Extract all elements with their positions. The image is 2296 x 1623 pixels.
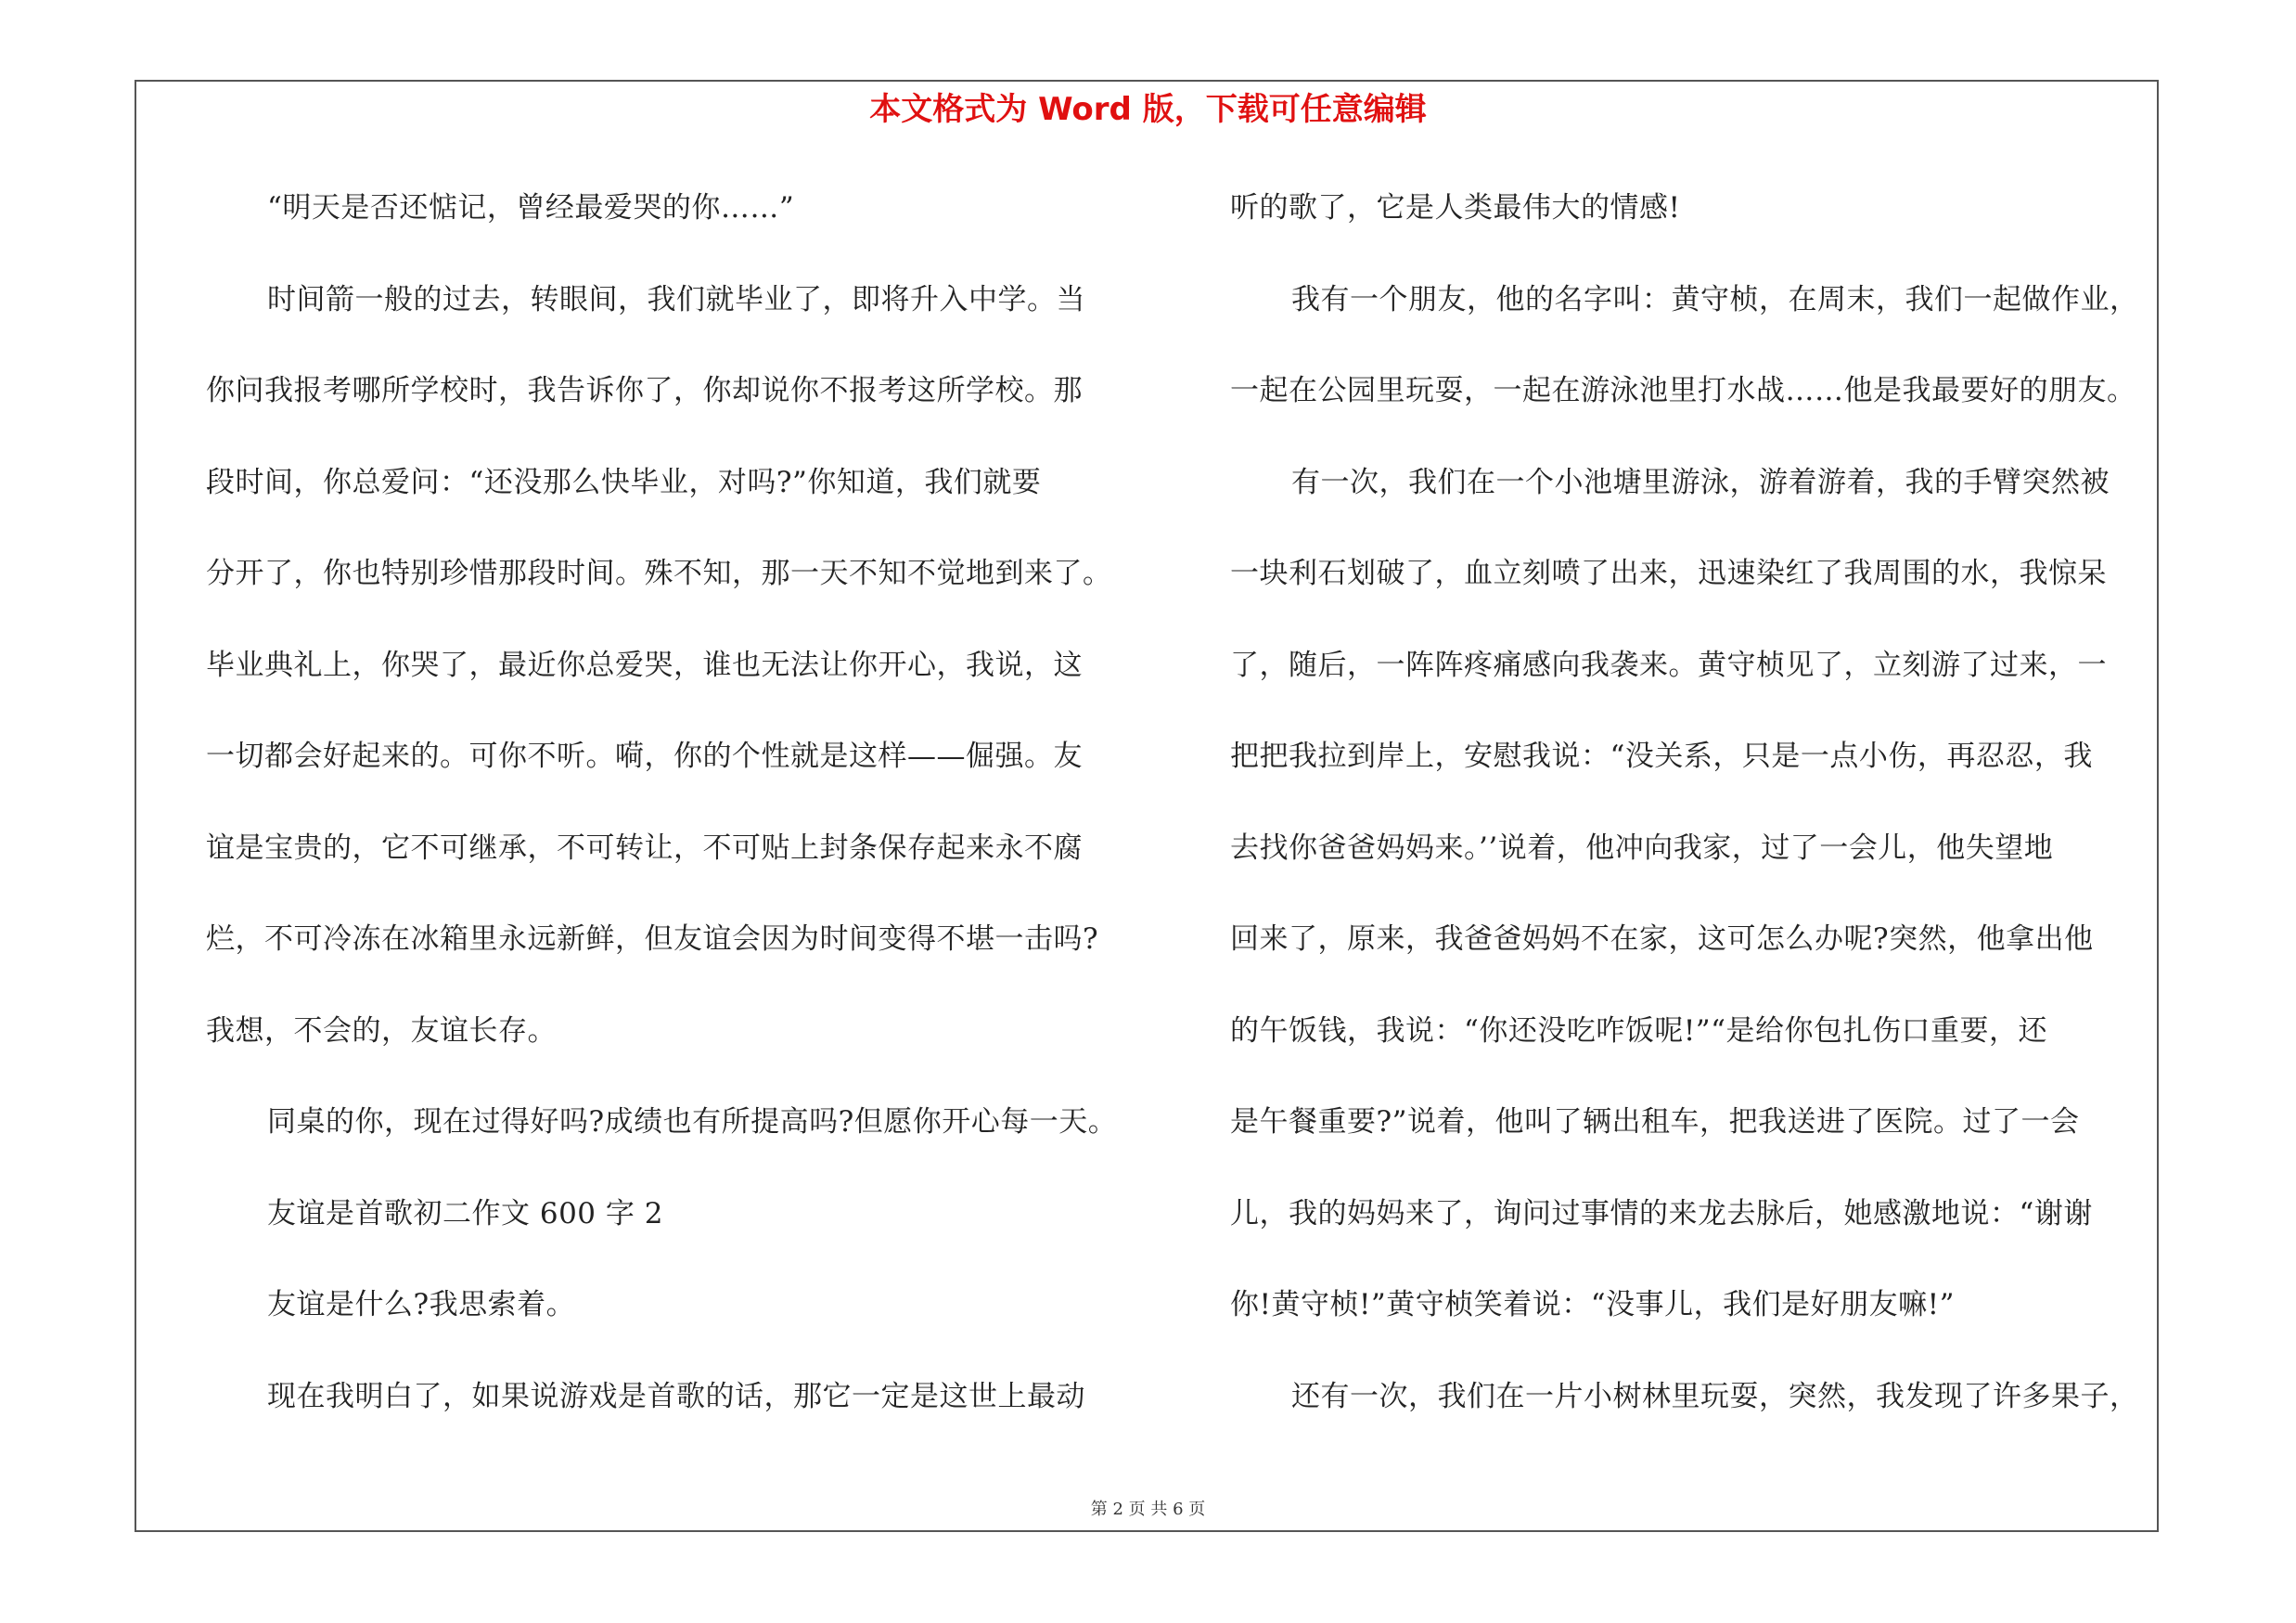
text-line: 把把我拉到岸上，安慰我说：“没关系，只是一点小伤，再忍忍，我 xyxy=(1230,740,2093,773)
text-line: 儿，我的妈妈来了，询问过事情的来龙去脉后，她感激地说：“谢谢 xyxy=(1230,1196,2093,1230)
text-line: 烂，不可冷冻在冰箱里永远新鲜，但友谊会因为时间变得不堪一击吗? xyxy=(206,922,1099,956)
text-line: 段时间，你总爱问：“还没那么快毕业，对吗?”你知道，我们就要 xyxy=(206,465,1042,499)
text-line: 的午饭钱，我说：“你还没吃咋饭呢!”“是给你包扎伤口重要，还 xyxy=(1230,1013,2047,1048)
left-text-column xyxy=(206,182,1134,1462)
text-line: 还有一次，我们在一片小树林里玩耍，突然，我发现了许多果子， xyxy=(1291,1379,2139,1413)
text-line: 一起在公园里玩耍，一起在游泳池里打水战……他是我最要好的朋友。 xyxy=(1230,374,2136,407)
text-line: 回来了，原来，我爸爸妈妈不在家，这可怎么办呢?突然，他拿出他 xyxy=(1230,922,2094,956)
text-line: 有一次，我们在一个小池塘里游泳，游着游着，我的手臂突然被 xyxy=(1291,465,2110,499)
text-line: 同桌的你，现在过得好吗?成绩也有所提高吗?但愿你开心每一天。 xyxy=(267,1105,1118,1139)
text-line: 毕业典礼上，你哭了，最近你总爱哭，谁也无法让你开心，我说，这 xyxy=(206,648,1083,682)
text-line: 时间箭一般的过去，转眼间，我们就毕业了，即将升入中学。当 xyxy=(267,282,1085,316)
text-line: 我有一个朋友，他的名字叫：黄守桢，在周末，我们一起做作业， xyxy=(1291,282,2139,316)
text-line: 你问我报考哪所学校时，我告诉你了，你却说你不报考这所学校。那 xyxy=(206,374,1083,407)
right-text-column xyxy=(1230,182,2195,1462)
text-line: “明天是否还惦记，曾经最爱哭的你……” xyxy=(267,191,795,225)
text-line: 你!黄守桢!”黄守桢笑着说：“没事儿，我们是好朋友嘛!” xyxy=(1230,1288,1955,1321)
text-line: 去找你爸爸妈妈来。’’说着，他冲向我家，过了一会儿，他失望地 xyxy=(1230,831,2054,865)
text-line: 分开了，你也特别珍惜那段时间。殊不知，那一天不知不觉地到来了。 xyxy=(206,557,1112,590)
text-line: 友谊是首歌初二作文 600 字 2 xyxy=(267,1196,663,1230)
text-line: 是午餐重要?”说着，他叫了辆出租车，把我送进了医院。过了一会 xyxy=(1230,1105,2080,1139)
text-line: 一块利石划破了，血立刻喷了出来，迅速染红了我周围的水，我惊呆 xyxy=(1230,557,2107,590)
page-number: 第 2 页 共 6 页 xyxy=(1090,1500,1206,1519)
text-line: 我想，不会的，友谊长存。 xyxy=(206,1013,557,1048)
text-line: 谊是宝贵的，它不可继承，不可转让，不可贴上封条保存起来永不腐 xyxy=(206,831,1083,865)
text-line: 一切都会好起来的。可你不听。嗬，你的个性就是这样——倔强。友 xyxy=(206,740,1083,773)
format-notice-banner: 本文格式为 Word 版，下载可任意编辑 xyxy=(869,91,1427,128)
text-line: 了，随后，一阵阵疼痛感向我袭来。黄守桢见了，立刻游了过来，一 xyxy=(1230,648,2107,682)
text-line: 听的歌了，它是人类最伟大的情感! xyxy=(1230,191,1681,225)
text-line: 友谊是什么?我思索着。 xyxy=(267,1288,576,1321)
text-line: 现在我明白了，如果说游戏是首歌的话，那它一定是这世上最动 xyxy=(267,1379,1085,1413)
